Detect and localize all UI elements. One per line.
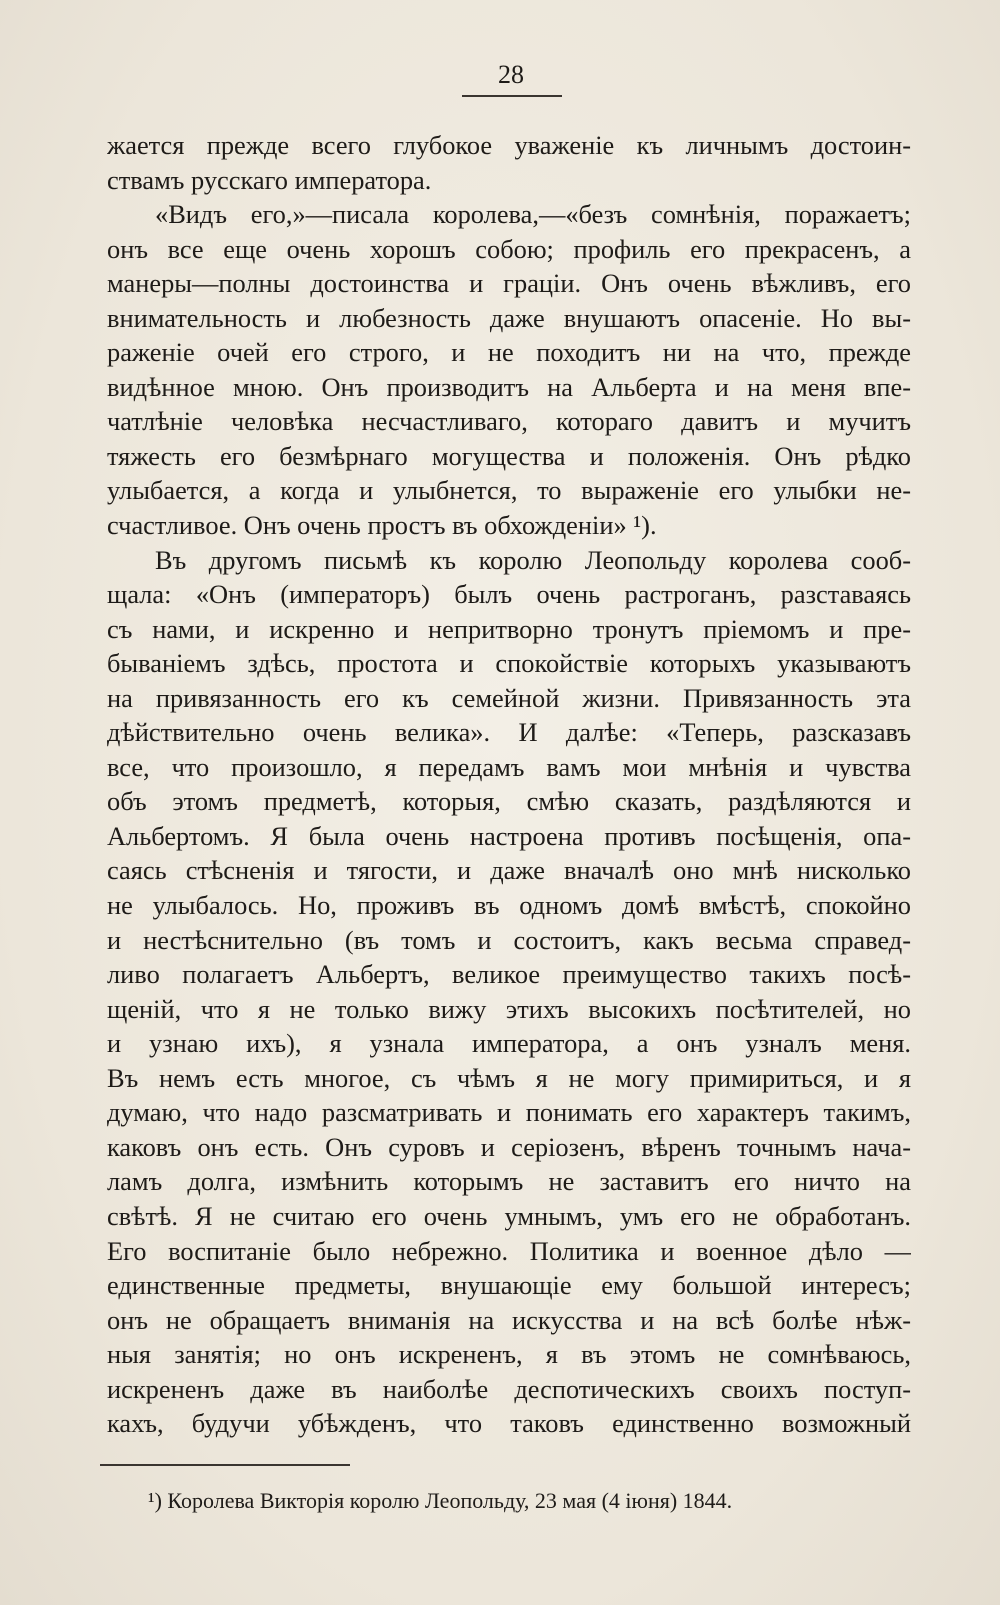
text-line: ныя занятія; но онъ искрененъ, я въ этомъ не сомнѣваюсь, (107, 1339, 911, 1370)
text-line: и нестѣснительно (въ томъ и состоитъ, какъ весьма справед- (107, 924, 911, 955)
text-line: онъ не обращаетъ вниманія на искусства и на всѣ болѣе нѣж- (107, 1304, 911, 1335)
text-line: все, что произошло, я передамъ вамъ мои мнѣнія и чувства (107, 751, 911, 782)
text-line: «Видъ его,»—писала королева,—«безъ сомнѣнія, поражаетъ; (155, 199, 911, 230)
text-line: не улыбалось. Но, проживъ въ одномъ домѣ вмѣстѣ, спокойно (107, 890, 911, 921)
text-line: Альбертомъ. Я была очень настроена противъ посѣщенія, опа- (107, 820, 911, 851)
text-line: чатлѣніе человѣка несчастливаго, котораго давитъ и мучитъ (107, 406, 911, 437)
text-line: внимательность и любезность даже внушаютъ опасеніе. Но вы- (107, 302, 911, 333)
footnote-marker: ¹) (148, 1488, 162, 1513)
footnote-text: Королева Викторія королю Леопольду, 23 мая (4 іюня) 1844. (167, 1488, 733, 1513)
text-line: раженіе очей его строго, и не походитъ ни на что, прежде (107, 337, 911, 368)
text-line: свѣтѣ. Я не считаю его очень умнымъ, умъ его не обработанъ. (107, 1200, 911, 1231)
text-line: объ этомъ предметѣ, которыя, смѣю сказать, раздѣляются и (107, 786, 911, 817)
text-line: тяжесть его безмѣрнаго могущества и положенія. Онъ рѣдко (107, 440, 911, 471)
footnote-rule (100, 1464, 350, 1466)
text-line: Въ немъ есть многое, съ чѣмъ я не могу примириться, и я (107, 1062, 911, 1093)
text-line: Его воспитаніе было небрежно. Политика и военное дѣло — (107, 1235, 911, 1266)
text-line: манеры—полны достоинства и граціи. Онъ очень вѣжливъ, его (107, 268, 911, 299)
text-line: думаю, что надо разсматривать и понимать его характеръ такимъ, (107, 1097, 911, 1128)
text-line: и узнаю ихъ), я узнала императора, а онъ узналъ меня. (107, 1028, 911, 1059)
body-text (107, 128, 911, 1441)
text-line: жается прежде всего глубокое уваженіе къ личнымъ достоин- (107, 130, 911, 160)
text-line: ливо полагаетъ Альбертъ, великое преимущество такихъ посѣ- (107, 959, 911, 990)
text-line: видѣнное мною. Онъ производитъ на Альберта и на меня впе- (107, 371, 911, 402)
text-line: каковъ онъ есть. Онъ суровъ и серіозенъ, вѣренъ точнымъ нача- (107, 1131, 911, 1162)
text-line: искрененъ даже въ наиболѣе деспотическихъ своихъ поступ- (107, 1373, 911, 1404)
text-line: Въ другомъ письмѣ къ королю Леопольду королева сооб- (155, 544, 911, 575)
text-line: на привязанность его къ семейной жизни. Привязанность эта (107, 682, 911, 713)
text-line: саясь стѣсненія и тягости, и даже вначалѣ оно мнѣ нисколько (107, 855, 911, 886)
text-line: щеній, что я не только вижу этихъ высокихъ посѣтителей, но (107, 993, 911, 1024)
text-line: счастливое. Онъ очень простъ въ обхожденіи» ¹). (107, 510, 657, 541)
text-line: дѣйствительно очень велика». И далѣе: «Теперь, разсказавъ (107, 717, 911, 748)
text-line: быванiемъ здѣсь, простота и спокойствіе которыхъ указываютъ (107, 648, 911, 679)
text-line: щала: «Онъ (императоръ) былъ очень растроганъ, разставаясь (107, 579, 911, 610)
text-line: онъ все еще очень хорошъ собою; профиль его прекрасенъ, а (107, 233, 911, 264)
text-line: кахъ, будучи убѣжденъ, что таковъ единственно возможный (107, 1408, 911, 1439)
page-number-rule (462, 95, 562, 97)
text-line: ствамъ русскаго императора. (107, 164, 432, 195)
text-line: улыбается, а когда и улыбнется, то выраженіе его улыбки не- (107, 475, 911, 506)
text-line: съ нами, и искренно и непритворно тронутъ пріемомъ и пре- (107, 613, 911, 644)
text-line: ламъ долга, измѣнить которымъ не заставитъ его ничто на (107, 1166, 911, 1197)
page-number: 28 (498, 60, 524, 89)
text-line: единственные предметы, внушающіе ему большой интересъ; (107, 1270, 911, 1301)
footnote (148, 1487, 908, 1515)
